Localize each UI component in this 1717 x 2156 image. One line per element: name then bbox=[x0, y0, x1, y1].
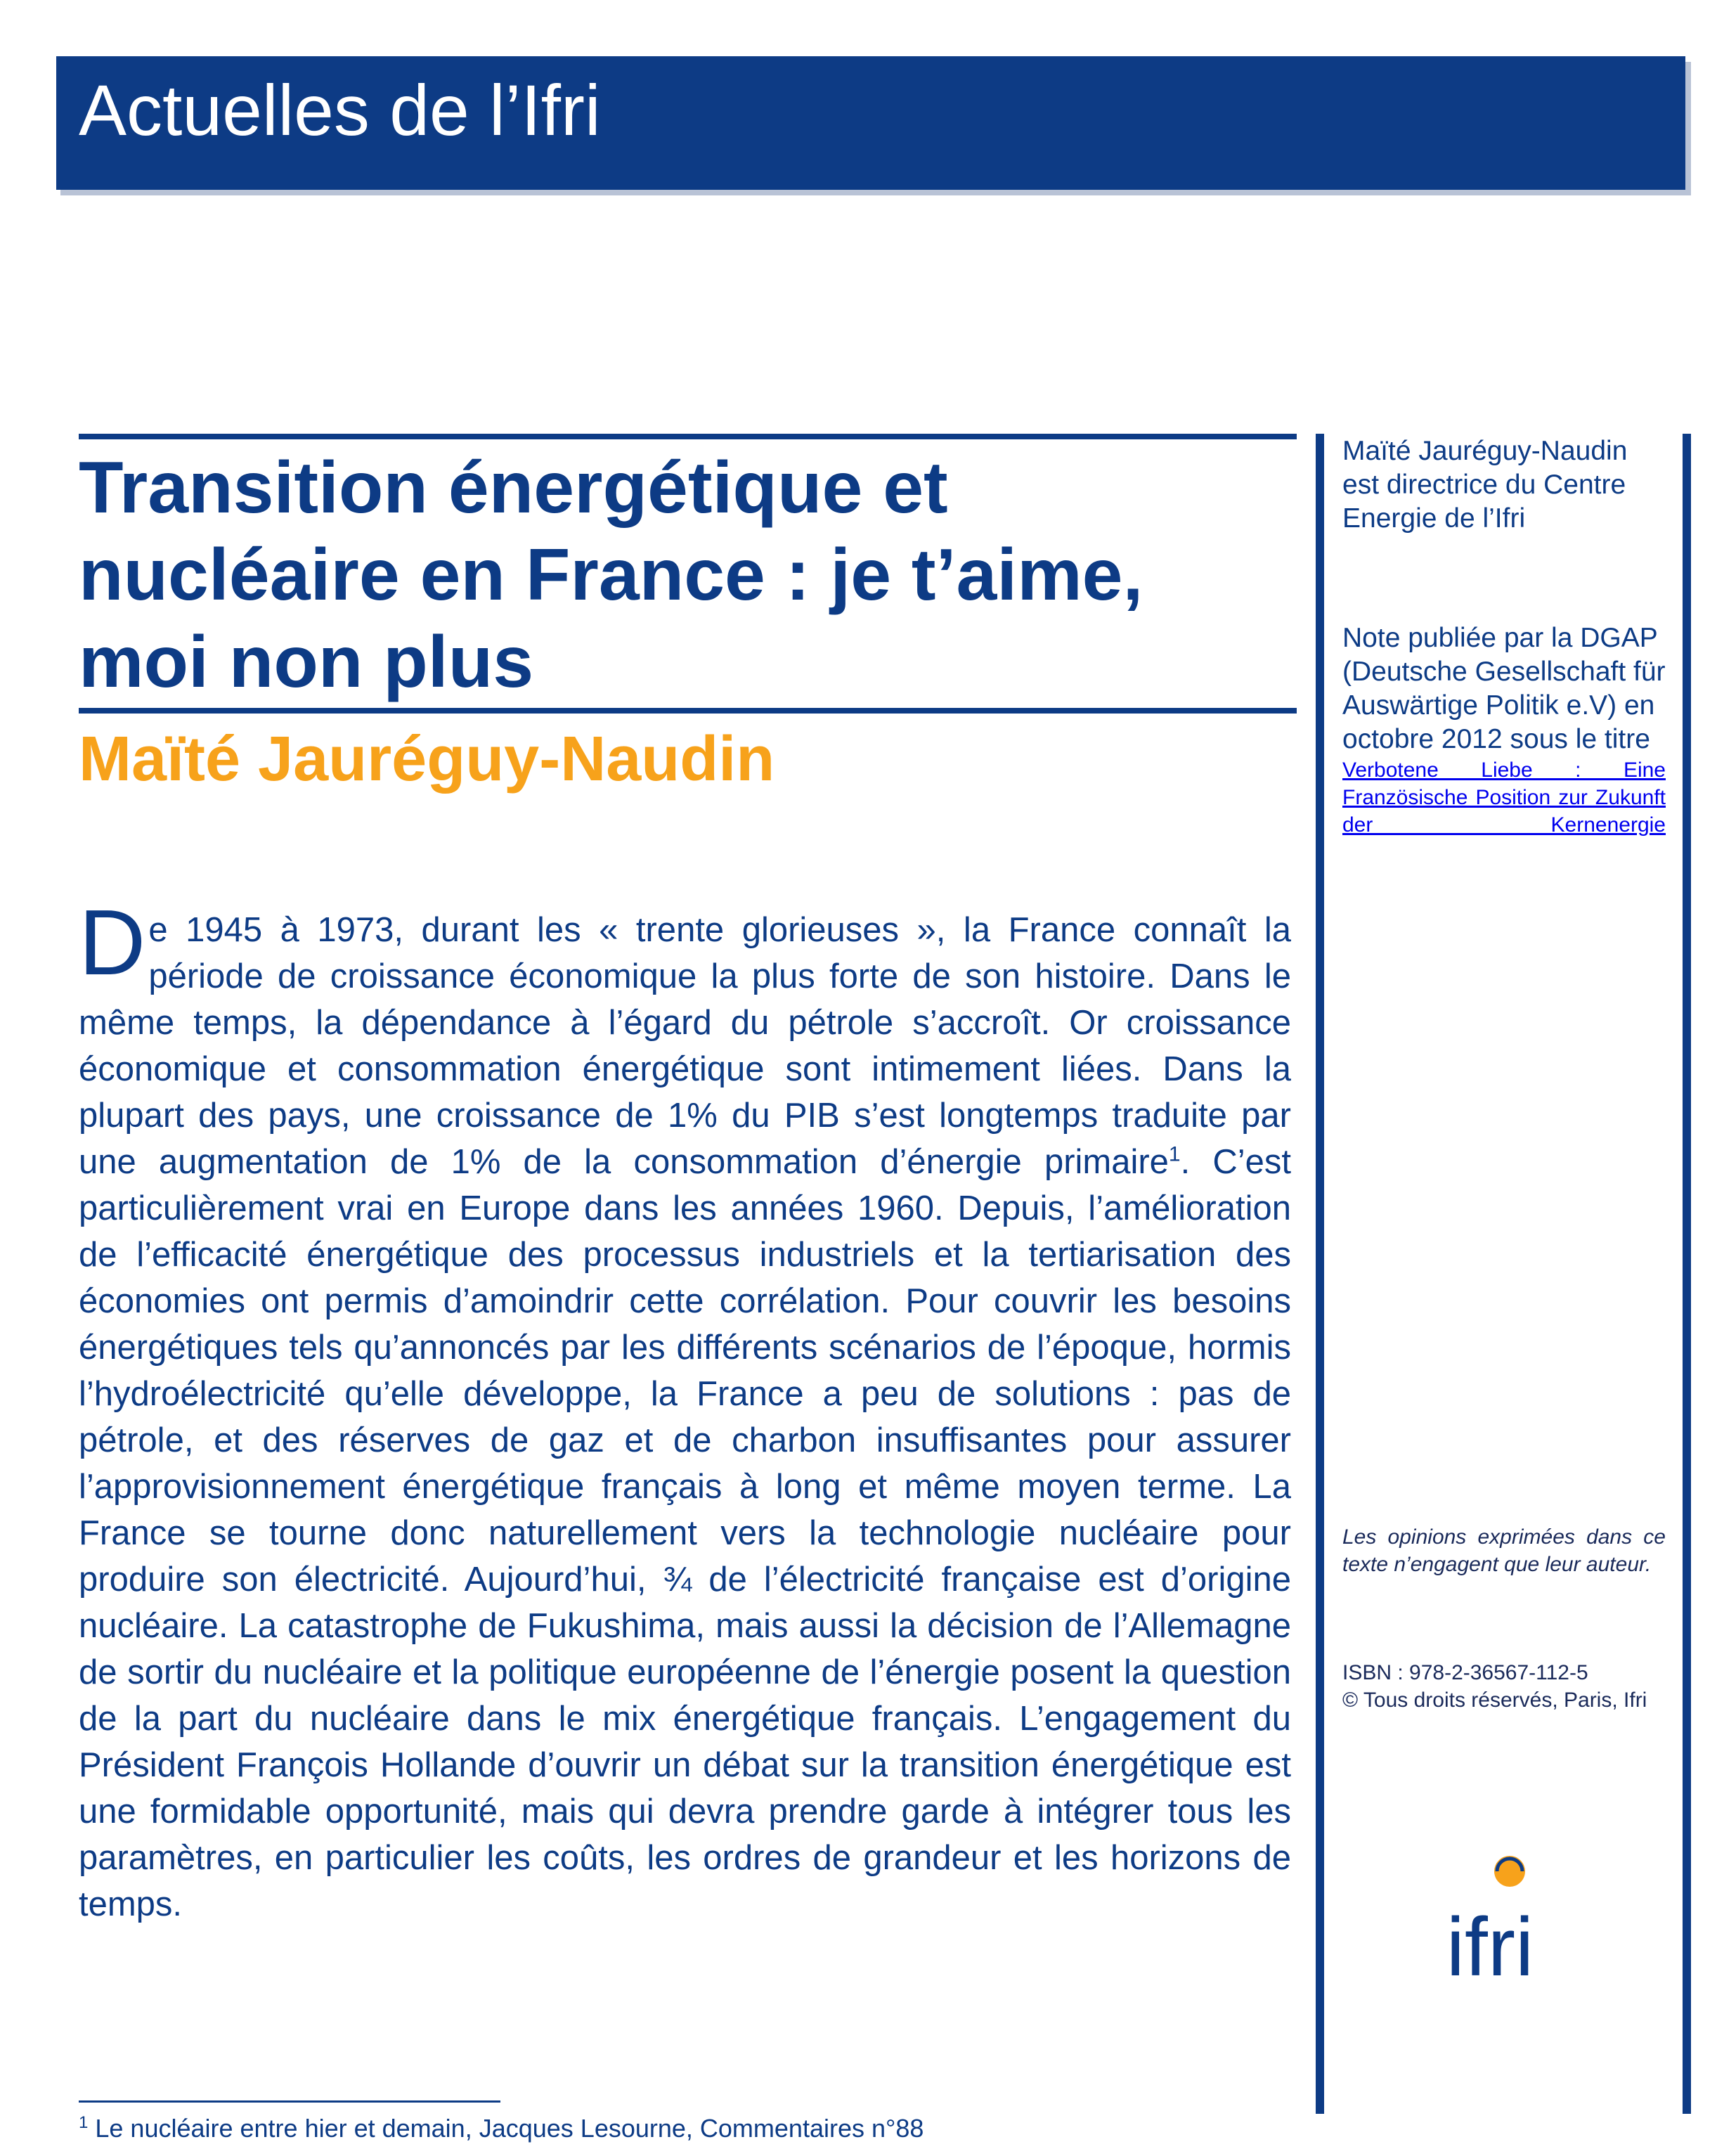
sidebar-publication-note: Note publiée par la DGAP (Deutsche Gesellschaft für Auswärtige Politik e.V) en octobre 2012 sous le titre bbox=[1342, 623, 1666, 754]
sidebar-rule-right bbox=[1683, 434, 1691, 2114]
title-rule-bottom bbox=[79, 708, 1297, 714]
article-author: Maïté Jauréguy-Naudin bbox=[79, 724, 775, 794]
title-rule-top bbox=[79, 434, 1297, 439]
logo-wordmark: ifri bbox=[1446, 1901, 1534, 1982]
article-title: Transition énergétique et nucléaire en France : je t’aime, moi non plus bbox=[79, 447, 1143, 703]
sidebar-author-bio: Maïté Jauréguy-Naudin est directrice du Centre Energie de l’Ifri bbox=[1342, 436, 1628, 534]
footnote-text: Le nucléaire entre hier et demain, Jacques Lesourne, Commentaires n°88 bbox=[95, 2114, 924, 2143]
logo-sun-icon bbox=[1494, 1856, 1525, 1887]
sidebar-disclaimer: Les opinions exprimées dans ce texte n’engagent que leur auteur. bbox=[1342, 1525, 1666, 1576]
sidebar-publication bbox=[1342, 621, 1666, 839]
series-title: Actuelles de l’Ifri bbox=[79, 70, 601, 150]
sidebar-isbn-block bbox=[1342, 1659, 1666, 1714]
drop-cap: D bbox=[79, 891, 146, 994]
footnote-ref[interactable]: 1 bbox=[1168, 1142, 1181, 1166]
rights: © Tous droits réservés, Paris, Ifri bbox=[1342, 1689, 1647, 1712]
body-text-part2: . C’est particulièrement vrai en Europe dans les années 1960. Depuis, l’amélioration de l’efficacité énergétique des processus industriels et la tertiarisation des économies ont permis d’amoindrir cette corrélation. Pour couvrir les besoins énergétiques tels qu’annoncés par les différents scénarios de l’époque, hormis l’hydroélectricité qu’elle développe, la France a peu de solutions : pas de pétrole, et des réserves de gaz et de charbon insuffisantes pour assurer l’approvisionnement énergétique français à long et même moyen terme. La France se tourne donc naturellement vers la technologie nucléaire pour produire son électricité. Aujourd’hui, ¾ de l’électricité française est d’origine nucléaire. La catastrophe de Fukushima, mais aussi la décision de l’Allemagne de sortir du nucléaire et la politique européenne de l’énergie posent la question de la part du nucléaire dans le mix énergétique français. L’engagement du Président François Hollande d’ouvrir un débat sur la transition énergétique est une formidable opportunité, mais qui devra prendre garde à intégrer tous les paramètres, en particulier les coûts, les ordres de grandeur et les horizons de temps. bbox=[79, 1143, 1291, 1923]
footnote-marker: 1 bbox=[79, 2113, 89, 2132]
isbn: ISBN : 978-2-36567-112-5 bbox=[1342, 1661, 1588, 1684]
body-text-part1: e 1945 à 1973, durant les « trente glorieuses », la France connaît la période de croissance économique la plus forte de son histoire. Dans le même temps, la dépendance à l’égard du pétrole s’accroît. Or croissance économique et consommation énergétique sont intimement liées. Dans la plupart des pays, une croissance de 1% du PIB s’est longtemps traduite par une augmentation de 1% de la consommation d’énergie primaire bbox=[79, 911, 1291, 1181]
article-body bbox=[79, 891, 1291, 1928]
publication-link[interactable]: Verbotene Liebe : Eine Französische Position zur Zukunft der Kernenergie bbox=[1342, 759, 1666, 837]
ifri-logo bbox=[1427, 1842, 1553, 1982]
footnote-rule bbox=[79, 2100, 500, 2103]
footnote bbox=[79, 2106, 924, 2145]
sidebar-rule-left bbox=[1316, 434, 1324, 2114]
